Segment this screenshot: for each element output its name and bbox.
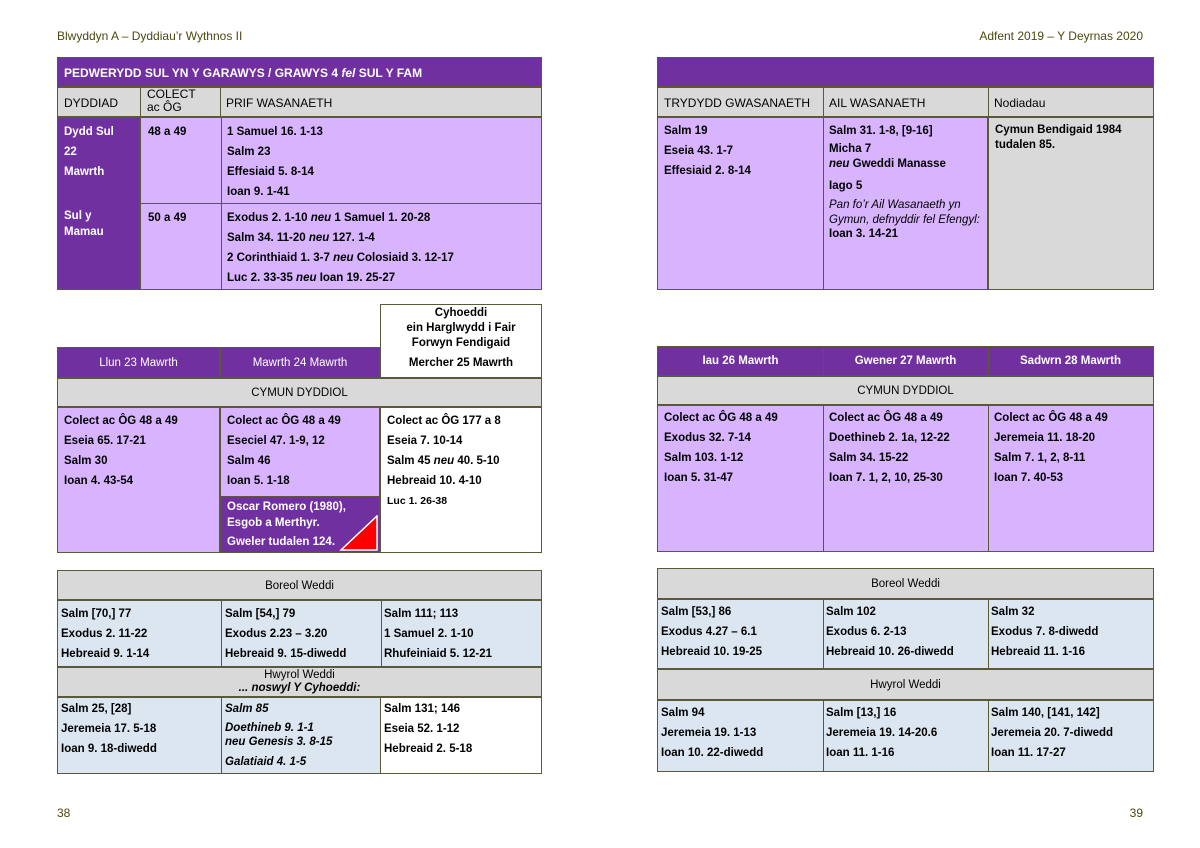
right-weekday-readings — [657, 405, 1154, 552]
fri-1: Colect ac ÔG 48 a 49 — [829, 412, 943, 424]
col-second-header: AIL WASANAETH — [829, 96, 926, 110]
thu-3: Salm 103. 1-12 — [664, 452, 744, 464]
cymun-right — [657, 376, 1154, 405]
page-number-left: 38 — [57, 806, 71, 820]
sat-e-3: Ioan 11. 17-27 — [991, 747, 1066, 759]
wed-1: Colect ac ÔG 177 a 8 — [387, 415, 501, 427]
thu-m-2: Exodus 4.27 – 6.1 — [661, 626, 757, 638]
tue-3: Salm 46 — [227, 455, 271, 467]
fri-m-3: Hebreaid 10. 26-diwedd — [826, 646, 954, 658]
second-4: Iago 5 — [829, 180, 863, 192]
tue-readings — [220, 407, 380, 497]
fri-e-2: Jeremeia 19. 14-20.6 — [826, 727, 938, 739]
sat-1: Colect ac ÔG 48 a 49 — [994, 412, 1108, 424]
sunday-title: PEDWERYDD SUL YN Y GARAWYS / GRAWYS 4 fel SUL Y FAM — [64, 66, 423, 80]
day-mon: Llun 23 Mawrth — [99, 357, 178, 369]
wed-4: Hebreaid 10. 4-10 — [387, 475, 482, 487]
col-main-header: PRIF WASANAETH — [226, 96, 333, 110]
sunday-title-bar — [57, 57, 542, 87]
main-row1-4: Ioan 9. 1-41 — [227, 186, 290, 198]
sunday-third-second — [657, 117, 988, 290]
main-row2-4: Luc 2. 33-35 neu Ioan 19. 25-27 — [227, 272, 396, 284]
red-triangle-icon — [339, 515, 379, 551]
wed-e-1: Salm 131; 146 — [384, 703, 461, 715]
main-row1-2: Salm 23 — [227, 146, 271, 158]
second-7: Ioan 3. 14-21 — [829, 228, 899, 240]
thu-e-2: Jeremeia 19. 1-13 — [661, 727, 757, 739]
mon-m-2: Exodus 2. 11-22 — [61, 628, 148, 640]
morning-prayer-left-label: Boreol Weddi — [265, 580, 334, 592]
evening-prayer-right-label: Hwyrol Weddi — [870, 679, 941, 691]
thu-m-3: Hebreaid 10. 19-25 — [661, 646, 763, 658]
sat-e-2: Jeremeia 20. 7-diwedd — [991, 727, 1114, 739]
tue-e-1: Salm 85 — [225, 703, 269, 715]
second-1: Salm 31. 1-8, [9-16] — [829, 125, 933, 137]
thu-m-1: Salm [53,] 86 — [661, 606, 732, 618]
day-thu: Iau 26 Mawrth — [702, 355, 779, 367]
day-tue-header — [220, 347, 380, 378]
mon-2: Eseia 65. 17-21 — [64, 435, 146, 447]
sunday-readings — [140, 117, 542, 290]
cymun-right-label: CYMUN DYDDIOL — [857, 385, 954, 397]
day-sat: Sadwrn 28 Mawrth — [1020, 355, 1121, 367]
mon-e-1: Salm 25, [28] — [61, 703, 132, 715]
wed-m-2: 1 Samuel 2. 1-10 — [384, 628, 474, 640]
fri-2: Doethineb 2. 1a, 12-22 — [829, 432, 950, 444]
tue-note-3: Gweler tudalen 124. — [227, 536, 336, 548]
sat-3: Salm 7. 1, 2, 8-11 — [994, 452, 1086, 464]
page-number-right: 39 — [1129, 806, 1143, 820]
main-row1-1: 1 Samuel 16. 1-13 — [227, 126, 323, 138]
annunciation-line3: Forwyn Fendigaid — [411, 337, 511, 349]
col-collect-header-2: ac ÔG — [147, 100, 182, 114]
main-row2-2: Salm 34. 11-20 neu 127. 1-4 — [227, 232, 375, 244]
sat-2: Jeremeia 11. 18-20 — [994, 432, 1096, 444]
mon-e-2: Jeremeia 17. 5-18 — [61, 723, 157, 735]
sat-m-3: Hebreaid 11. 1-16 — [991, 646, 1085, 658]
running-header-left: Blwyddyn A – Dyddiau’r Wythnos II — [57, 29, 243, 43]
second-6: Gymun, defnyddir fel Efengyl: — [829, 214, 980, 226]
evening-prayer-left-label: Hwyrol Weddi — [264, 669, 335, 681]
day-mon-header — [57, 347, 220, 378]
col-day-header: DYDDIAD — [64, 96, 119, 110]
tue-e-2: Doethineb 9. 1-1 — [225, 722, 314, 734]
day-row1-line1: Dydd Sul — [64, 126, 114, 138]
annunciation-header — [380, 304, 542, 378]
sunday-column-headers-right — [657, 87, 1154, 117]
tue-4: Ioan 5. 1-18 — [227, 475, 290, 487]
thu-e-1: Salm 94 — [661, 707, 705, 719]
second-5: Pan fo’r Ail Wasanaeth yn — [829, 199, 961, 211]
mon-m-1: Salm [70,] 77 — [61, 608, 132, 620]
mon-4: Ioan 4. 43-54 — [64, 475, 134, 487]
wed-5: Luc 1. 26-38 — [387, 495, 448, 507]
mon-e-3: Ioan 9. 18-diwedd — [61, 743, 157, 755]
fri-m-1: Salm 102 — [826, 606, 876, 618]
thu-e-3: Ioan 10. 22-diwedd — [661, 747, 764, 759]
wed-e-3: Hebreaid 2. 5-18 — [384, 743, 473, 755]
fri-3: Salm 34. 15-22 — [829, 452, 909, 464]
mon-3: Salm 30 — [64, 455, 108, 467]
day-row2-line2: Mamau — [64, 226, 104, 238]
evening-readings-right — [657, 700, 1154, 772]
tue-m-2: Exodus 2.23 – 3.20 — [225, 628, 328, 640]
cymun-left — [57, 378, 542, 407]
notes-1: Cymun Bendigaid 1984 — [995, 124, 1122, 136]
col-third-header: TRYDYDD GWASANAETH — [664, 96, 811, 110]
cymun-left-label: CYMUN DYDDIOL — [251, 387, 348, 399]
second-3: neu Gweddi Manasse — [829, 158, 946, 170]
sunday-title-bar-right — [657, 57, 1154, 87]
fri-m-2: Exodus 6. 2-13 — [826, 626, 907, 638]
running-header-right: Adfent 2019 – Y Deyrnas 2020 — [979, 29, 1143, 43]
tue-e-3: neu Genesis 3. 8-15 — [225, 736, 333, 748]
evening-prayer-right — [657, 669, 1154, 700]
sunday-notes — [988, 117, 1154, 290]
sat-m-2: Exodus 7. 8-diwedd — [991, 626, 1099, 638]
sat-e-1: Salm 140, [141, 142] — [991, 707, 1100, 719]
tue-commemoration — [220, 496, 380, 553]
col-notes-header: Nodiadau — [994, 96, 1046, 110]
third-2: Eseia 43. 1-7 — [664, 145, 734, 157]
morning-prayer-left — [57, 570, 542, 600]
fri-e-3: Ioan 11. 1-16 — [826, 747, 895, 759]
wed-m-1: Salm 111; 113 — [384, 608, 459, 620]
days-right-header — [657, 346, 1154, 376]
mon-readings — [57, 407, 220, 553]
col-collect-header-1: COLECT — [147, 87, 196, 101]
third-1: Salm 19 — [664, 125, 708, 137]
morning-readings-right — [657, 599, 1154, 669]
morning-readings-left — [57, 600, 542, 667]
main-row1-3: Effesiaid 5. 8-14 — [227, 166, 314, 178]
tue-m-3: Hebreaid 9. 15-diwedd — [225, 648, 347, 660]
second-2: Micha 7 — [829, 143, 872, 155]
main-row2-3: 2 Corinthiaid 1. 3-7 neu Colosiaid 3. 12-17 — [227, 252, 454, 264]
tue-note-2: Esgob a Merthyr. — [227, 517, 320, 529]
fri-e-1: Salm [13,] 16 — [826, 707, 897, 719]
tue-2: Eseciel 47. 1-9, 12 — [227, 435, 325, 447]
evening-prayer-left-sub: ... noswyl Y Cyhoeddi: — [238, 682, 361, 694]
sat-m-1: Salm 32 — [991, 606, 1035, 618]
tue-m-1: Salm [54,] 79 — [225, 608, 296, 620]
annunciation-line2: ein Harglwydd i Fair — [406, 322, 516, 334]
tue-1: Colect ac ÔG 48 a 49 — [227, 415, 341, 427]
day-fri: Gwener 27 Mawrth — [854, 355, 957, 367]
wed-e-2: Eseia 52. 1-12 — [384, 723, 460, 735]
morning-prayer-right — [657, 568, 1154, 599]
evening-prayer-left — [57, 667, 542, 697]
notes-2: tudalen 85. — [995, 139, 1056, 151]
tue-note-1: Oscar Romero (1980), — [227, 501, 346, 513]
sunday-day-column — [57, 117, 140, 290]
wed-3: Salm 45 neu 40. 5-10 — [387, 455, 500, 467]
tue-e-4: Galatiaid 4. 1-5 — [225, 756, 307, 768]
evening-readings-left-wed — [380, 697, 542, 774]
mon-1: Colect ac ÔG 48 a 49 — [64, 415, 178, 427]
wed-readings — [380, 407, 542, 553]
sat-4: Ioan 7. 40-53 — [994, 472, 1064, 484]
morning-prayer-right-label: Boreol Weddi — [871, 578, 940, 590]
day-wed: Mercher 25 Mawrth — [408, 357, 514, 369]
mon-m-3: Hebreaid 9. 1-14 — [61, 648, 150, 660]
collect-row2: 50 a 49 — [148, 212, 187, 224]
thu-2: Exodus 32. 7-14 — [664, 432, 751, 444]
wed-2: Eseia 7. 10-14 — [387, 435, 463, 447]
day-row1-line3: Mawrth — [64, 166, 105, 178]
collect-row1: 48 a 49 — [148, 126, 187, 138]
day-row2-line1: Sul y — [64, 210, 92, 222]
thu-1: Colect ac ÔG 48 a 49 — [664, 412, 778, 424]
main-row2-1: Exodus 2. 1-10 neu 1 Samuel 1. 20-28 — [227, 212, 431, 224]
fri-4: Ioan 7. 1, 2, 10, 25-30 — [829, 472, 943, 484]
annunciation-line1: Cyhoeddi — [434, 307, 488, 319]
thu-4: Ioan 5. 31-47 — [664, 472, 734, 484]
evening-readings-left-a — [57, 697, 381, 774]
wed-m-3: Rhufeiniaid 5. 12-21 — [384, 648, 493, 660]
sunday-column-headers — [57, 87, 542, 117]
day-row1-line2: 22 — [64, 146, 77, 158]
third-3: Effesiaid 2. 8-14 — [664, 165, 751, 177]
day-tue: Mawrth 24 Mawrth — [252, 357, 348, 369]
